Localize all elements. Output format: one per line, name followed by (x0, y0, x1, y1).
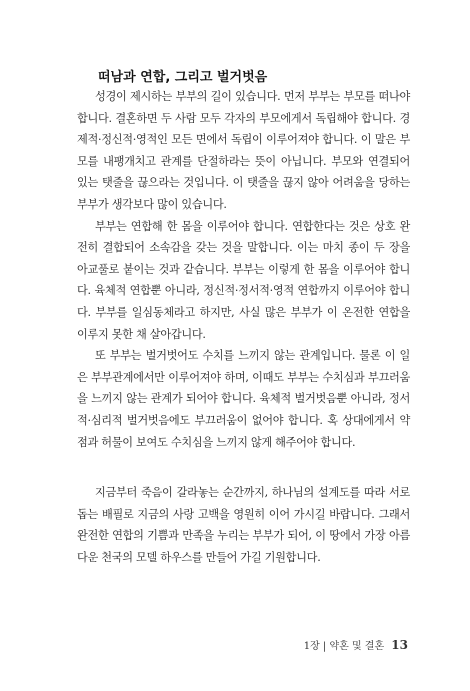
page-number: 13 (391, 638, 408, 652)
paragraph-closing-blessing: 지금부터 죽음이 갈라놓는 순간까지, 하나님의 설계도를 따라 서로 돕는 배필로 지금의 사랑 고백을 영원히 이어 가시길 바랍니다. 그래서 완전한 연합의 기쁨과 만족을 누리는 부부가 되어, 이 땅에서 가장 아름다운 천국의 모델 하우스를 만들어 가길 기원합니다. (77, 486, 410, 564)
paragraph-leaving-parents: 성경이 제시하는 부부의 길이 있습니다. 먼저 부부는 부모를 떠나야 합니다. 결혼하면 두 사람 모두 각자의 부모에게서 독립해야 합니다. 경제적·정신적·영적인 모든 면에서 독립이 이루어져야 합니다. 이 말은 부모를 내팽개치고 관계를 단절하라는 뜻이 아닙니다. 부모와 연결되어 있는 탯줄을 끊으라는 것입니다. 이 탯줄을 끊지 않아 어려움을 당하는 부부가 생각보다 많이 있습니다. (77, 90, 410, 211)
chapter-label: 1장 | 약혼 및 결혼 (303, 641, 385, 652)
body-text-main (77, 86, 410, 453)
body-text-closing (77, 482, 410, 568)
page-footer (304, 637, 408, 652)
paragraph-union: 부부는 연합해 한 몸을 이루어야 합니다. 연합한다는 것은 상호 완전히 결합되어 소속감을 갖는 것을 말합니다. 이는 마치 종이 두 장을 아교풀로 붙이는 것과 같습니다. 부부는 이렇게 한 몸을 이루어야 합니다. 육체적 연합뿐 아니라, 정신적·정서적·영적 연합까지 이루어야 합니다. 부부를 일심동체라고 하지만, 사실 많은 부부가 이 온전한 연합을 이루지 못한 채 살아갑니다. (77, 219, 410, 341)
section-heading: 떠남과 연합, 그리고 벌거벗음 (98, 70, 268, 85)
paragraph-nakedness: 또 부부는 벌거벗어도 수치를 느끼지 않는 관계입니다. 물론 이 일은 부부관계에서만 이루어져야 하며, 이때도 부부는 수치심과 부끄러움을 느끼지 않는 관계가 되어야 합니다. 육체적 벌거벗음뿐 아니라, 정서적·심리적 벌거벗음에도 부끄러움이 없어야 합니다. 혹 상대에게서 약점과 허물이 보여도 수치심을 느끼지 않게 해주어야 합니다. (77, 349, 410, 449)
